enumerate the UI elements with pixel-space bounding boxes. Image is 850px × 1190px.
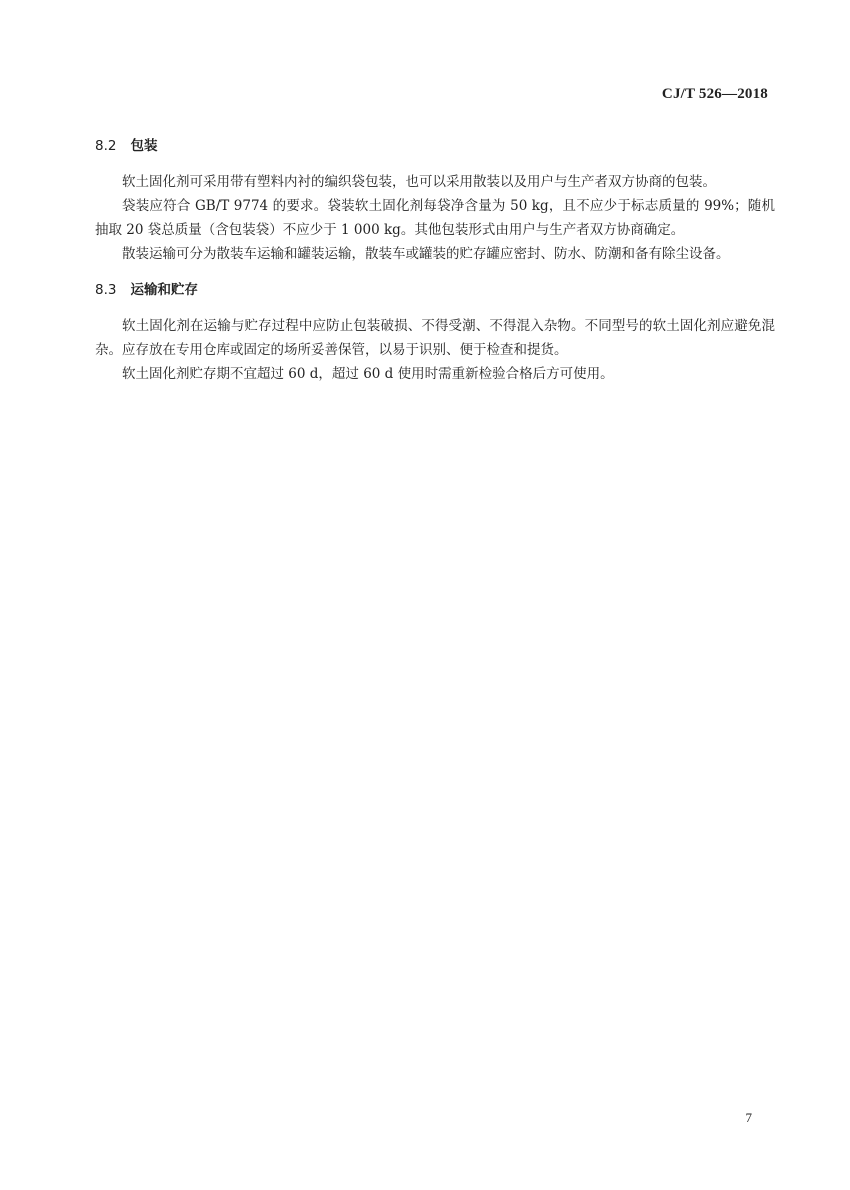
section-title: 包装 [130, 138, 158, 154]
page-number: 7 [745, 1110, 752, 1125]
section-number: 8.2 [95, 138, 117, 154]
section-heading-8-3 [95, 278, 775, 302]
standard-code-header: CJ/T 526—2018 [661, 86, 768, 102]
paragraph: 软土固化剂可采用带有塑料内衬的编织袋包装，也可以采用散装以及用户与生产者双方协商的包装。 [122, 174, 716, 190]
section-title: 运输和贮存 [130, 282, 198, 298]
paragraph: 软土固化剂在运输与贮存过程中应防止包装破损、不得受潮、不得混入杂物。不同型号的软土固化剂应避免混杂。应存放在专用仓库或固定的场所妥善保管，以易于识别、便于检查和提货。 [95, 318, 775, 358]
paragraph: 散装运输可分为散装车运输和罐装运输，散装车或罐装的贮存罐应密封、防水、防潮和备有除尘设备。 [122, 246, 730, 262]
section-heading-8-2 [95, 134, 775, 158]
paragraph: 袋装应符合 GB/T 9774 的要求。袋装软土固化剂每袋净含量为 50 kg，且不应少于标志质量的 99%；随机抽取 20 袋总质量（含包装袋）不应少于 1 000 kg。其他包装形式由用户与生产者双方协商确定。 [95, 198, 775, 238]
paragraph: 软土固化剂贮存期不宜超过 60 d，超过 60 d 使用时需重新检验合格后方可使用。 [122, 366, 614, 382]
section-number: 8.3 [95, 282, 117, 298]
document-body [95, 134, 775, 386]
